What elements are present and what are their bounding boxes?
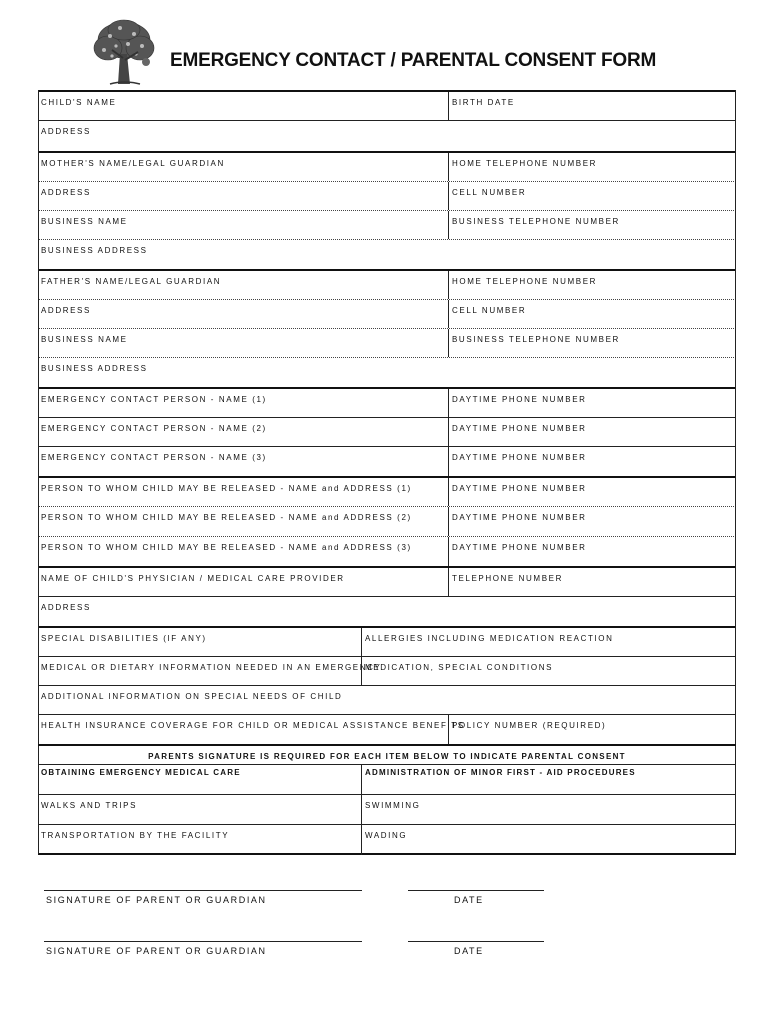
form-field[interactable] xyxy=(448,300,736,328)
form-field[interactable] xyxy=(448,447,736,476)
form-field[interactable] xyxy=(38,568,448,596)
field-label: CHILD'S NAME xyxy=(41,98,117,107)
field-label: POLICY NUMBER (REQUIRED) xyxy=(452,721,607,730)
form-field[interactable] xyxy=(448,537,736,566)
form-field[interactable] xyxy=(448,153,736,181)
form-row xyxy=(38,239,736,269)
field-label: ALLERGIES INCLUDING MEDICATION REACTION xyxy=(365,634,614,643)
field-label: TELEPHONE NUMBER xyxy=(452,574,563,583)
consent-row xyxy=(38,764,736,794)
form-field[interactable] xyxy=(38,686,736,714)
form-field[interactable] xyxy=(448,478,736,506)
field-label: HOME TELEPHONE NUMBER xyxy=(452,159,598,168)
consent-label: WADING xyxy=(365,831,408,840)
field-label: DAYTIME PHONE NUMBER xyxy=(452,424,587,433)
form-field[interactable] xyxy=(448,418,736,446)
form-field[interactable] xyxy=(448,715,736,744)
consent-signature-field[interactable] xyxy=(361,765,736,794)
field-label: MEDICATION, SPECIAL CONDITIONS xyxy=(365,663,554,672)
form-row xyxy=(38,506,736,536)
date-label-2: DATE xyxy=(454,946,484,956)
tree-icon xyxy=(90,18,158,90)
consent-label: SWIMMING xyxy=(365,801,421,810)
form-row xyxy=(38,566,736,596)
form-row xyxy=(38,596,736,626)
form-field[interactable] xyxy=(38,240,736,269)
field-label: MOTHER'S NAME/LEGAL GUARDIAN xyxy=(41,159,225,168)
form-field[interactable] xyxy=(38,182,448,210)
form-row xyxy=(38,151,736,181)
field-label: CELL NUMBER xyxy=(452,188,527,197)
page-title: EMERGENCY CONTACT / PARENTAL CONSENT FORM xyxy=(170,50,657,71)
form-field[interactable] xyxy=(38,715,465,744)
form-field[interactable] xyxy=(38,537,448,566)
form-field[interactable] xyxy=(38,478,448,506)
form-field[interactable] xyxy=(448,271,736,299)
signature-label-1: SIGNATURE OF PARENT OR GUARDIAN xyxy=(46,895,267,905)
field-label: PERSON TO WHOM CHILD MAY BE RELEASED - NAME and ADDRESS (3) xyxy=(41,543,412,552)
signature-line-2[interactable] xyxy=(44,941,362,942)
consent-row xyxy=(38,824,736,855)
field-label: HEALTH INSURANCE COVERAGE FOR CHILD OR MEDICAL ASSISTANCE BENEFITS xyxy=(41,721,465,730)
form-row xyxy=(38,90,736,120)
date-line-1[interactable] xyxy=(408,890,544,891)
field-label: EMERGENCY CONTACT PERSON - NAME (3) xyxy=(41,453,267,462)
form-field[interactable] xyxy=(38,92,448,120)
form-field[interactable] xyxy=(38,211,448,239)
form-row xyxy=(38,536,736,566)
form-field[interactable] xyxy=(38,657,382,685)
form-row xyxy=(38,446,736,476)
form-field[interactable] xyxy=(38,389,448,417)
field-label: MEDICAL OR DIETARY INFORMATION NEEDED IN AN EMERGENCY xyxy=(41,663,382,672)
consent-signature-field[interactable] xyxy=(38,795,361,824)
form-field[interactable] xyxy=(361,628,736,656)
form-row xyxy=(38,299,736,328)
form-field[interactable] xyxy=(448,182,736,210)
field-label: SPECIAL DISABILITIES (IF ANY) xyxy=(41,634,207,643)
field-label: BUSINESS NAME xyxy=(41,335,128,344)
field-label: EMERGENCY CONTACT PERSON - NAME (1) xyxy=(41,395,267,404)
form-field[interactable] xyxy=(448,211,736,239)
field-label: BIRTH DATE xyxy=(452,98,515,107)
consent-label: WALKS AND TRIPS xyxy=(41,801,138,810)
form-row xyxy=(38,417,736,446)
field-label: DAYTIME PHONE NUMBER xyxy=(452,453,587,462)
field-label: CELL NUMBER xyxy=(452,306,527,315)
field-label: ADDRESS xyxy=(41,188,91,197)
consent-label: TRANSPORTATION BY THE FACILITY xyxy=(41,831,230,840)
form-field[interactable] xyxy=(38,271,448,299)
consent-label: ADMINISTRATION OF MINOR FIRST - AID PROCEDURES xyxy=(365,768,636,777)
field-label: DAYTIME PHONE NUMBER xyxy=(452,543,587,552)
field-label: ADDRESS xyxy=(41,127,91,136)
field-label: ADDRESS xyxy=(41,306,91,315)
signature-line-1[interactable] xyxy=(44,890,362,891)
date-line-2[interactable] xyxy=(408,941,544,942)
consent-signature-field[interactable] xyxy=(38,765,361,794)
form-field[interactable] xyxy=(38,507,448,536)
form-row xyxy=(38,387,736,417)
field-label: PERSON TO WHOM CHILD MAY BE RELEASED - NAME and ADDRESS (1) xyxy=(41,484,412,493)
form-field[interactable] xyxy=(38,329,448,357)
form-field[interactable] xyxy=(38,447,448,476)
form-field[interactable] xyxy=(38,358,736,387)
form-field[interactable] xyxy=(38,121,736,151)
field-label: NAME OF CHILD'S PHYSICIAN / MEDICAL CARE PROVIDER xyxy=(41,574,345,583)
consent-header: PARENTS SIGNATURE IS REQUIRED FOR EACH ITEM BELOW TO INDICATE PARENTAL CONSENT xyxy=(38,744,736,764)
field-label: BUSINESS TELEPHONE NUMBER xyxy=(452,335,620,344)
field-label: BUSINESS ADDRESS xyxy=(41,246,148,255)
form-field[interactable] xyxy=(448,92,736,120)
form-field[interactable] xyxy=(38,300,448,328)
field-label: FATHER'S NAME/LEGAL GUARDIAN xyxy=(41,277,222,286)
form-field[interactable] xyxy=(38,418,448,446)
form-field[interactable] xyxy=(448,568,736,596)
form-field[interactable] xyxy=(448,507,736,536)
form-field[interactable] xyxy=(448,329,736,357)
consent-row xyxy=(38,794,736,824)
form-row xyxy=(38,357,736,387)
form-field[interactable] xyxy=(448,389,736,417)
field-label: HOME TELEPHONE NUMBER xyxy=(452,277,598,286)
field-label: EMERGENCY CONTACT PERSON - NAME (2) xyxy=(41,424,267,433)
date-label-1: DATE xyxy=(454,895,484,905)
form-row xyxy=(38,181,736,210)
form-row xyxy=(38,269,736,299)
field-label: BUSINESS ADDRESS xyxy=(41,364,148,373)
field-label: ADDITIONAL INFORMATION ON SPECIAL NEEDS OF CHILD xyxy=(41,692,343,701)
consent-label: OBTAINING EMERGENCY MEDICAL CARE xyxy=(41,768,241,777)
form-row xyxy=(38,476,736,506)
field-label: DAYTIME PHONE NUMBER xyxy=(452,484,587,493)
form-field[interactable] xyxy=(38,628,361,656)
field-label: PERSON TO WHOM CHILD MAY BE RELEASED - NAME and ADDRESS (2) xyxy=(41,513,412,522)
form-row xyxy=(38,714,736,744)
form-row xyxy=(38,120,736,151)
signature-label-2: SIGNATURE OF PARENT OR GUARDIAN xyxy=(46,946,267,956)
field-label: DAYTIME PHONE NUMBER xyxy=(452,513,587,522)
field-label: DAYTIME PHONE NUMBER xyxy=(452,395,587,404)
consent-signature-field[interactable] xyxy=(38,825,361,855)
form-field[interactable] xyxy=(38,597,736,626)
form-row xyxy=(38,210,736,239)
form-row xyxy=(38,626,736,656)
form-row xyxy=(38,685,736,714)
consent-signature-field[interactable] xyxy=(361,795,736,824)
form-row xyxy=(38,656,736,685)
form-field[interactable] xyxy=(361,657,736,685)
field-label: BUSINESS TELEPHONE NUMBER xyxy=(452,217,620,226)
field-label: ADDRESS xyxy=(41,603,91,612)
consent-signature-field[interactable] xyxy=(361,825,736,855)
form-field[interactable] xyxy=(38,153,448,181)
field-label: BUSINESS NAME xyxy=(41,217,128,226)
form-row xyxy=(38,328,736,357)
